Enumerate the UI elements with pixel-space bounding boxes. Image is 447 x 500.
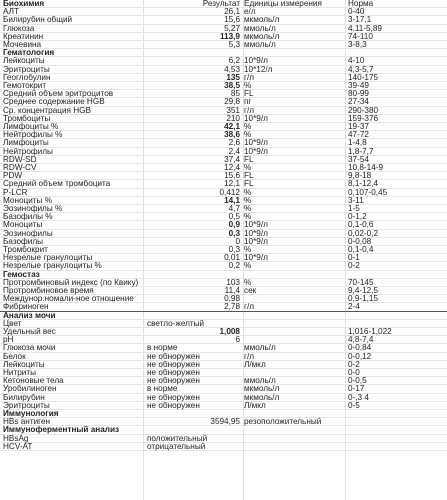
test-result: 2,4 (228, 147, 240, 156)
table-row (0, 90, 447, 98)
section-header-row (0, 49, 447, 57)
test-result: 6 (235, 336, 240, 345)
test-result: 4,7 (228, 205, 240, 213)
test-unit: % (244, 188, 252, 197)
test-norm: 0-0,5 (348, 377, 367, 386)
test-result: в норме (147, 385, 178, 394)
section-title: Иммуноферментный анализ (3, 426, 120, 435)
test-unit: мкмоль/л (244, 32, 280, 41)
table-row (0, 148, 447, 156)
table-row (0, 107, 447, 115)
test-name: Кетоновые тела (3, 377, 64, 386)
table-row (0, 295, 447, 303)
test-name: HBsAg (3, 434, 29, 443)
table-row (0, 74, 447, 82)
test-result: 29,8 (224, 98, 240, 107)
test-norm: 0,9-1,15 (348, 295, 379, 304)
test-norm: 4,8-7,4 (348, 336, 374, 345)
test-name: Базофилы (3, 237, 44, 246)
test-unit: % (244, 213, 252, 222)
test-result: 0,2 (228, 262, 240, 271)
test-unit: % (244, 123, 252, 131)
test-result: 0,3 (228, 229, 240, 238)
table-row (0, 205, 447, 213)
table-row (0, 197, 447, 205)
test-result: Результат (202, 0, 240, 8)
table-row (0, 33, 447, 41)
test-name: Эозинофилы (3, 229, 53, 238)
table-row (0, 221, 447, 229)
test-unit: 10*9/л (244, 139, 268, 148)
test-unit: Л/мкл (244, 360, 266, 369)
table-row (0, 180, 447, 188)
test-norm: 0-5 (348, 401, 360, 410)
table-row (0, 435, 447, 443)
table-row (0, 328, 447, 336)
test-norm: 0-40 (348, 8, 365, 17)
section-header-row (0, 426, 447, 434)
test-result: положительный (147, 434, 208, 443)
table-row (0, 66, 447, 74)
test-unit: 10*9/л (244, 57, 268, 66)
table-row (0, 394, 447, 402)
test-result: 0,5 (228, 213, 240, 222)
test-unit: % (244, 246, 252, 254)
test-norm: 0,1-0,6 (348, 221, 374, 230)
test-result: 5,27 (224, 24, 240, 33)
table-row (0, 123, 447, 131)
test-norm: 19-37 (348, 123, 369, 131)
test-name: Фибриноген (3, 303, 49, 312)
section-title: Гематология (3, 49, 55, 58)
table-row (0, 213, 447, 221)
section-title: Иммунология (3, 410, 59, 418)
table-row (0, 262, 447, 270)
test-norm: 70-145 (348, 278, 374, 287)
table-row (0, 287, 447, 295)
test-norm: 290-380 (348, 106, 379, 115)
test-norm: 0-1 (348, 254, 360, 263)
test-norm: 3-8,3 (348, 41, 367, 49)
table-row (0, 115, 447, 123)
test-norm: 39-49 (348, 82, 369, 90)
test-result: 2,78 (224, 303, 240, 312)
test-result: 14,1 (224, 196, 240, 205)
test-result: 4,53 (224, 65, 240, 74)
test-result: в норме (147, 344, 178, 353)
test-name: Билирубин общий (3, 16, 73, 25)
test-name: Тромбоциты (3, 114, 51, 123)
test-unit: FL (244, 172, 254, 181)
test-unit: пг (244, 98, 252, 107)
table-row (0, 41, 447, 49)
table-row (0, 98, 447, 106)
test-result: 42,1 (224, 123, 240, 131)
test-name: Лейкоциты (3, 57, 45, 66)
table-row (0, 164, 447, 172)
test-name: Протромбиновый индекс (по Квику) (3, 278, 139, 287)
test-unit: резоположительный (244, 418, 322, 427)
test-name: Глюкоза мочи (3, 344, 56, 353)
test-unit: % (244, 205, 252, 213)
test-name: Ср. концентрация HGB (3, 106, 92, 115)
test-name: Незрелые гранулоциты % (3, 262, 102, 271)
test-result: 210 (226, 114, 240, 123)
test-result: 12,4 (224, 164, 240, 172)
test-name: Нейтрофилы % (3, 131, 63, 140)
table-row (0, 230, 447, 238)
section-header-row (0, 312, 447, 320)
test-result: 0,9 (228, 221, 240, 230)
test-unit: 10*9/л (244, 147, 268, 156)
test-name: PDW (3, 172, 23, 181)
table-row (0, 139, 447, 147)
test-result: 3594,95 (210, 418, 240, 427)
test-norm: 0,1-0,4 (348, 246, 374, 254)
table-row (0, 25, 447, 33)
test-result: 38,5 (224, 82, 240, 90)
test-result: не обноружен (147, 377, 200, 386)
test-norm: 80-99 (348, 90, 369, 99)
test-norm: 0-2 (348, 262, 360, 271)
test-name: Мочевина (3, 41, 42, 49)
test-name: Нитриты (3, 369, 36, 377)
test-norm: 4-10 (348, 57, 365, 66)
test-name: Средний объем тромбоцита (3, 180, 111, 189)
test-result: 38,6 (224, 131, 240, 140)
table-row (0, 254, 447, 262)
test-result: 135 (226, 73, 240, 82)
test-unit: % (244, 278, 252, 287)
test-norm: 3-11 (348, 196, 364, 205)
section-title: Анализ мочи (3, 311, 56, 320)
table-row (0, 238, 447, 246)
test-norm: 9,4-12,5 (348, 287, 379, 295)
test-name: Протромбиновое время (3, 287, 94, 295)
test-name: HCV-AT (3, 442, 33, 451)
table-row (0, 418, 447, 426)
table-row (0, 246, 447, 254)
table-row (0, 57, 447, 65)
test-unit: г/л (244, 352, 255, 361)
table-row (0, 361, 447, 369)
test-unit: г/л (244, 303, 255, 312)
test-result: 351 (226, 106, 240, 115)
section-title: Гемостаз (3, 270, 40, 279)
test-unit: ммоль/л (244, 377, 276, 386)
test-norm: 0-0,84 (348, 344, 372, 353)
table-row (0, 353, 447, 361)
test-unit: FL (244, 90, 254, 99)
table-row (0, 279, 447, 287)
test-name: Билирубин (3, 393, 45, 402)
test-name: АЛТ (3, 8, 20, 17)
test-result: не обноружен (147, 393, 200, 402)
test-unit: FL (244, 155, 254, 164)
test-norm: 140-175 (348, 73, 379, 82)
test-result: не обноружен (147, 401, 200, 410)
test-norm: 1-5 (348, 205, 360, 213)
test-result: 1,008 (219, 328, 240, 336)
section-header-row (0, 410, 447, 418)
test-unit: мкмоль/л (244, 385, 280, 394)
test-result: 113,9 (219, 32, 240, 41)
test-unit: FL (244, 180, 254, 189)
test-norm: 8,1-12,4 (348, 180, 379, 189)
test-norm: 0-2 (348, 360, 360, 369)
test-name: RDW-SD (3, 155, 37, 164)
test-unit: % (244, 131, 252, 140)
table-row (0, 320, 447, 328)
test-result: 2,6 (228, 139, 240, 148)
test-norm: 3-17,1 (348, 16, 372, 25)
test-name: Глюкоза (3, 24, 35, 33)
test-name: Геоглобулин (3, 73, 51, 82)
test-name: Эритроциты (3, 65, 50, 74)
test-name: HBs антиген (3, 418, 51, 427)
test-unit: % (244, 82, 252, 90)
test-unit: % (244, 262, 252, 271)
test-unit: ммоль/л (244, 24, 276, 33)
test-result: 0,3 (228, 246, 240, 254)
table-row (0, 156, 447, 164)
test-result: светло-желтый (147, 319, 205, 328)
test-unit: е/л (244, 8, 256, 17)
test-name: Незрелые гранулоциты (3, 254, 93, 263)
test-result: 103 (226, 278, 240, 287)
table-row (0, 443, 447, 451)
test-result: не обноружен (147, 369, 200, 377)
test-unit: 10*9/л (244, 237, 268, 246)
test-norm: 2-4 (348, 303, 360, 312)
test-result: 12,1 (224, 180, 240, 189)
test-name: Базофилы % (3, 213, 53, 222)
test-result: 37,4 (224, 155, 240, 164)
table-row (0, 8, 447, 16)
test-result: 6,2 (228, 57, 240, 66)
test-name: Эозинофилы % (3, 205, 63, 213)
table-header-row (0, 0, 447, 8)
test-name: Средний объем эритроцитов (3, 90, 114, 99)
test-norm: 0,107-0,45 (348, 188, 388, 197)
test-norm: 37-54 (348, 155, 369, 164)
test-result: 11,4 (224, 287, 240, 295)
test-norm: 74-110 (348, 32, 373, 41)
test-name: Нейтрофилы (3, 147, 53, 156)
test-unit: % (244, 164, 252, 172)
test-name: Гемотокрит (3, 82, 47, 90)
test-unit: Единицы измерения (244, 0, 322, 8)
test-norm: 0-17 (348, 385, 365, 394)
test-name: pH (3, 336, 14, 345)
test-unit: сек (244, 287, 257, 295)
table-row (0, 377, 447, 385)
test-name: Среднее содержание HGB (3, 98, 105, 107)
table-row (0, 82, 447, 90)
table-row (0, 131, 447, 139)
section-header-row (0, 271, 447, 279)
test-name: Цвет (3, 319, 22, 328)
test-norm: 1,8-7,7 (348, 147, 374, 156)
test-name: Тромбокрит (3, 246, 48, 254)
test-unit: ммоль/л (244, 41, 276, 49)
test-norm: 0-0,08 (348, 237, 372, 246)
test-name: RDW-CV (3, 164, 37, 172)
test-result: не обноружен (147, 360, 200, 369)
test-result: отрицательный (147, 442, 206, 451)
test-norm: 4,3-5,7 (348, 65, 374, 74)
test-result: 0,01 (224, 254, 240, 263)
table-row (0, 303, 447, 311)
test-norm: 9,8-18 (348, 172, 372, 181)
test-unit: 10*9/л (244, 229, 268, 238)
test-name: Уробилиноген (3, 385, 57, 394)
test-name: Моноциты % (3, 196, 52, 205)
table-row (0, 172, 447, 180)
test-unit: Л/мкл (244, 401, 266, 410)
test-name: Лейкоциты (3, 360, 45, 369)
table-row (0, 402, 447, 410)
test-result: 15,6 (224, 16, 240, 25)
table-row (0, 16, 447, 24)
test-unit: 10*9/л (244, 221, 268, 230)
test-unit: мкмоль/л (244, 393, 280, 402)
test-norm: 0-0,12 (348, 352, 372, 361)
test-unit: 10*12/л (244, 65, 273, 74)
test-norm: 159-376 (348, 114, 379, 123)
test-result: 0,412 (219, 188, 240, 197)
test-name: P-LCR (3, 188, 28, 197)
test-norm: 1-4,8 (348, 139, 367, 148)
test-name: Креатинин (3, 32, 44, 41)
test-result: 5,3 (228, 41, 240, 49)
test-unit: г/л (244, 73, 255, 82)
table-row (0, 369, 447, 377)
test-result: 85 (230, 90, 240, 99)
test-unit: 10*9/л (244, 114, 268, 123)
test-result: 15,6 (224, 172, 240, 181)
test-norm: 1,016-1,022 (348, 328, 392, 336)
test-norm: 0-,3 4 (348, 393, 369, 402)
test-unit: мкмоль/л (244, 16, 280, 25)
test-name: Эритроциты (3, 401, 50, 410)
table-row (0, 385, 447, 393)
test-name: Белок (3, 352, 26, 361)
test-name: Лимфоциты % (3, 123, 59, 131)
test-result: 0 (235, 237, 240, 246)
test-norm: 0,02-0,2 (348, 229, 379, 238)
test-norm: 0-1,2 (348, 213, 367, 222)
test-name: Удельный вес (3, 328, 56, 336)
test-norm: 0-0 (348, 369, 360, 377)
test-norm: Норма (348, 0, 374, 8)
test-name: Междунор.номали-ное отношение (3, 295, 134, 304)
test-unit: 10*9/л (244, 254, 268, 263)
table-row (0, 336, 447, 344)
test-result: 0,98 (224, 295, 240, 304)
table-row (0, 189, 447, 197)
test-norm: 10,8-14-9 (348, 164, 384, 172)
test-unit: % (244, 196, 252, 205)
test-norm: 47-72 (348, 131, 369, 140)
test-result: 26,1 (224, 8, 240, 17)
table-row (0, 344, 447, 352)
test-name: Биохимия (3, 0, 45, 8)
test-name: Лимфоциты (3, 139, 49, 148)
test-norm: 27-34 (348, 98, 369, 107)
test-unit: ммоль/л (244, 344, 276, 353)
test-name: Моноциты (3, 221, 43, 230)
test-unit: г/л (244, 106, 255, 115)
test-norm: 4.11-5,89 (348, 24, 382, 33)
test-result: не обноружен (147, 352, 200, 361)
